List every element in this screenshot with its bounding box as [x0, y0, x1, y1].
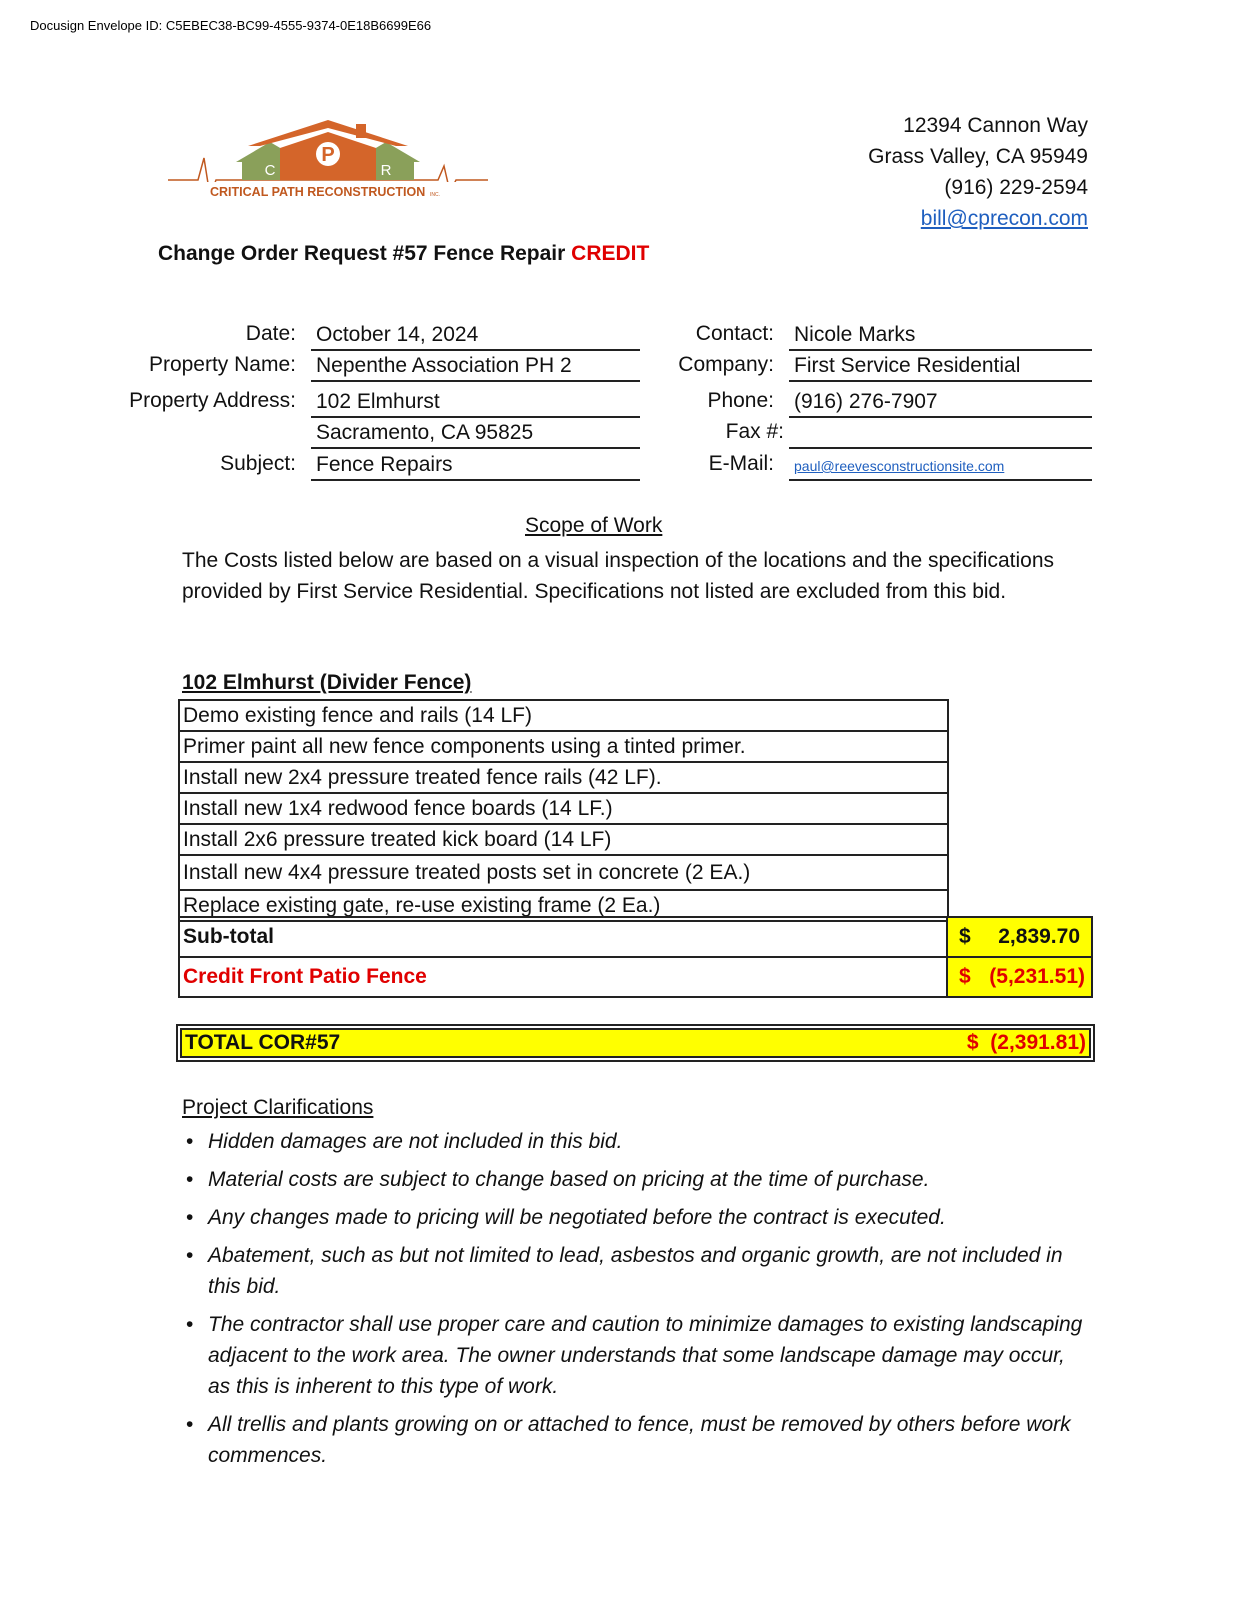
scope-description: The Costs listed below are based on a visual inspection of the locations and the specifications provided by First Service Residential. Specifications not listed are excluded from this bid. — [182, 549, 1055, 603]
property-name-value: Nepenthe Association PH 2 — [311, 351, 640, 382]
company-city: Grass Valley, CA 95949 — [868, 145, 1088, 168]
fax-value — [789, 418, 1092, 449]
table-row — [179, 762, 948, 793]
table-row — [179, 793, 948, 824]
total-amount-group — [967, 1031, 1086, 1055]
contact-value: Nicole Marks — [789, 320, 1092, 351]
title-main: Change Order Request #57 Fence Repair — [158, 242, 566, 265]
property-address-line2: Sacramento, CA 95825 — [311, 418, 640, 449]
subtotal-amount-cell — [947, 917, 1092, 957]
email-label: E-Mail: — [708, 452, 774, 475]
credit-currency: $ — [959, 965, 971, 988]
envelope-id: Docusign Envelope ID: C5EBEC38-BC99-4555-9374-0E18B6699E66 — [30, 18, 432, 33]
contact-label: Contact: — [695, 322, 774, 345]
table-row — [179, 731, 948, 762]
bullet-icon: • — [186, 1313, 194, 1336]
clarification-text: All trellis and plants growing on or attached to fence, must be removed by others before work commences. — [208, 1413, 1071, 1467]
property-name-label: Property Name: — [148, 353, 296, 376]
bullet-icon: • — [186, 1168, 194, 1191]
list-item — [182, 1409, 1092, 1471]
logo-company-name: CRITICAL PATH RECONSTRUCTION — [210, 185, 426, 199]
list-item — [182, 1164, 1092, 1195]
bullet-icon: • — [186, 1244, 194, 1267]
bullet-icon: • — [186, 1130, 194, 1153]
company-email-link[interactable]: bill@cprecon.com — [920, 207, 1088, 230]
company-address — [868, 110, 1088, 234]
logo-letter-p: P — [321, 144, 335, 166]
phone-value: (916) 276-7907 — [789, 387, 1092, 418]
subtotal-table — [178, 916, 1093, 998]
list-item — [182, 1202, 1092, 1233]
clarification-text: Abatement, such as but not limited to lead, asbestos and organic growth, are not included in this bid. — [208, 1244, 1063, 1298]
title-credit-flag: CREDIT — [571, 242, 650, 265]
bullet-icon: • — [186, 1206, 194, 1229]
clarification-text: Any changes made to pricing will be negotiated before the contract is executed. — [208, 1206, 946, 1229]
logo-letter-r: R — [380, 162, 392, 179]
clarification-text: Material costs are subject to change based on pricing at the time of purchase. — [208, 1168, 930, 1191]
total-currency: $ — [966, 1031, 979, 1054]
property-address-label: Property Address: — [129, 389, 296, 412]
clarification-text: The contractor shall use proper care and caution to minimize damages to existing landscaping adjacent to the work area. The owner understands that some landscape damage may occur, as this is inherent to this type of work. — [208, 1313, 1083, 1398]
logo-suffix: INC. — [430, 192, 440, 198]
credit-amount-cell — [947, 957, 1092, 997]
line-item: Install 2x6 pressure treated kick board (14 LF) — [179, 824, 948, 855]
clarifications-list — [182, 1126, 1092, 1478]
logo-letter-c: C — [264, 162, 276, 179]
company-label: Company: — [678, 353, 774, 376]
subtotal-row — [179, 917, 1092, 957]
document-title — [158, 242, 649, 266]
table-row — [179, 700, 948, 731]
line-items-table — [178, 699, 949, 922]
line-item: Replace existing gate, re-use existing frame (2 Ea.) — [179, 890, 948, 921]
subtotal-label: Sub-total — [179, 917, 947, 957]
list-item — [182, 1126, 1092, 1157]
total-label: TOTAL COR#57 — [185, 1031, 341, 1054]
subject-value: Fence Repairs — [311, 450, 640, 481]
table-row — [179, 855, 948, 890]
total-amount: (2,391.81) — [990, 1031, 1086, 1054]
section-heading: 102 Elmhurst (Divider Fence) — [182, 671, 472, 694]
subtotal-currency: $ — [959, 925, 971, 948]
subject-label: Subject: — [220, 452, 296, 475]
property-address-line1: 102 Elmhurst — [311, 387, 640, 418]
line-item: Install new 1x4 redwood fence boards (14 LF.) — [179, 793, 948, 824]
total-box — [176, 1024, 1095, 1062]
subtotal-amount: 2,839.70 — [998, 925, 1080, 948]
line-item: Demo existing fence and rails (14 LF) — [179, 700, 948, 731]
line-item: Primer paint all new fence components using a tinted primer. — [179, 731, 948, 762]
credit-amount: (5,231.51) — [989, 965, 1085, 988]
company-value: First Service Residential — [789, 351, 1092, 382]
credit-label: Credit Front Patio Fence — [179, 957, 947, 997]
scope-title: Scope of Work — [525, 514, 663, 537]
credit-row — [179, 957, 1092, 997]
clarifications-title: Project Clarifications — [182, 1096, 374, 1119]
list-item — [182, 1309, 1092, 1402]
company-street: 12394 Cannon Way — [903, 114, 1088, 137]
line-item: Install new 4x4 pressure treated posts set in concrete (2 EA.) — [179, 855, 948, 890]
phone-label: Phone: — [707, 389, 774, 412]
list-item — [182, 1240, 1092, 1302]
line-item: Install new 2x4 pressure treated fence rails (42 LF). — [179, 762, 948, 793]
table-row — [179, 824, 948, 855]
date-value: October 14, 2024 — [311, 320, 640, 351]
email-value-link[interactable]: paul@reevesconstructionsite.com — [789, 450, 1092, 481]
fax-label: Fax #: — [725, 420, 784, 443]
date-label: Date: — [245, 322, 296, 345]
company-logo — [168, 118, 488, 208]
clarification-text: Hidden damages are not included in this bid. — [208, 1130, 623, 1153]
bullet-icon: • — [186, 1413, 194, 1436]
company-phone: (916) 229-2594 — [944, 176, 1088, 199]
